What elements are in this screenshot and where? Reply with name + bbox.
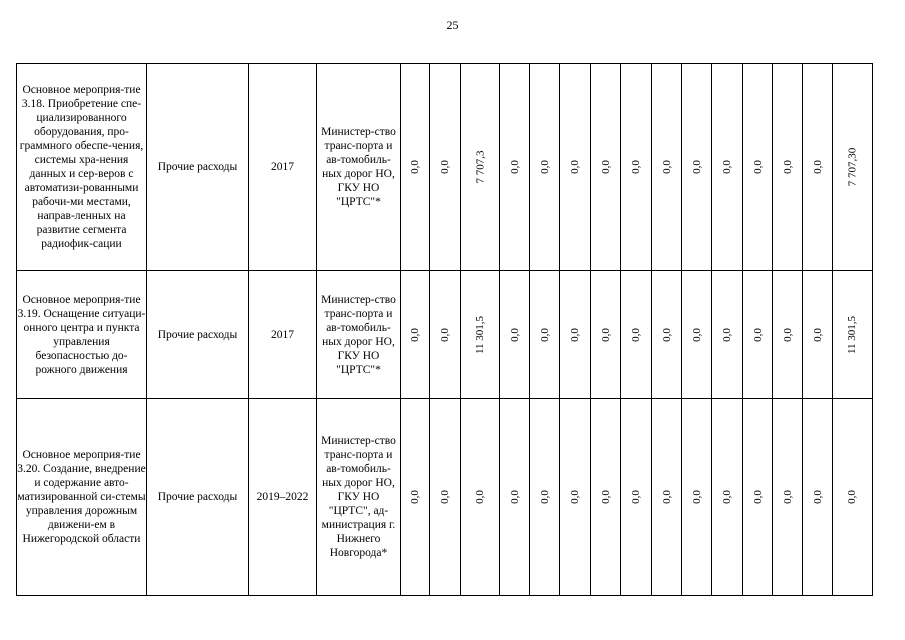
value-cell (773, 271, 803, 399)
value-cell (773, 399, 803, 596)
value-cell (530, 399, 560, 596)
value-text: 0,0 (811, 327, 824, 342)
value-cell (401, 399, 430, 596)
value-text: 0,0 (439, 490, 451, 504)
value-cell (803, 64, 833, 271)
value-cell (803, 271, 833, 399)
value-cell (803, 399, 833, 596)
value-text: 0,0 (630, 490, 643, 504)
activity-name-cell: Основное мероприя-тие 3.18. Приобретение спе-циализированного оборудования, про-граммного обеспе-чения, системы хра-нения данных и сер-веров с автоматизи-рованными рабочи-ми местами, направ-ленных на развитие сегмента радиофик-сации (17, 64, 147, 271)
value-cell (652, 271, 682, 399)
expense-type-cell: Прочие расходы (147, 64, 249, 271)
value-cell (743, 399, 773, 596)
value-cell (530, 271, 560, 399)
value-text: 0,0 (751, 490, 764, 504)
value-cell (712, 399, 743, 596)
value-text: 11 301,5 (846, 315, 859, 354)
value-text: 7 707,3 (474, 150, 487, 184)
value-text: 0,0 (599, 160, 612, 174)
value-text: 0,0 (599, 327, 612, 342)
value-text: 0,0 (781, 160, 794, 174)
value-cell (560, 64, 591, 271)
value-cell (461, 271, 500, 399)
value-text: 0,0 (811, 490, 824, 504)
value-text: 0,0 (690, 490, 703, 504)
value-cell (833, 271, 873, 399)
value-text: 0,0 (538, 160, 551, 174)
value-text: 0,0 (569, 160, 582, 174)
value-cell (652, 64, 682, 271)
value-text: 0,0 (721, 327, 734, 342)
value-text: 0,0 (439, 160, 451, 174)
value-cell (560, 271, 591, 399)
value-text: 0,0 (409, 490, 421, 504)
value-cell (833, 64, 873, 271)
value-text: 0,0 (690, 327, 703, 342)
value-cell (682, 271, 712, 399)
value-text: 0,0 (660, 160, 673, 174)
period-cell: 2019–2022 (249, 399, 317, 596)
value-cell (712, 271, 743, 399)
value-text: 0,0 (569, 327, 582, 342)
value-text: 0,0 (409, 160, 421, 174)
activity-name-cell: Основное мероприя-тие 3.20. Создание, внедрение и содержание авто-матизированной си-стемы управления дорожным движени-ем в Нижегородской области (17, 399, 147, 596)
value-cell (430, 399, 461, 596)
value-text: 0,0 (721, 490, 734, 504)
value-cell (530, 64, 560, 271)
value-cell (652, 399, 682, 596)
expense-type-cell: Прочие расходы (147, 399, 249, 596)
value-text: 0,0 (811, 160, 824, 174)
value-cell (773, 64, 803, 271)
value-text: 0,0 (569, 490, 582, 504)
value-text: 0,0 (630, 327, 643, 342)
value-text: 0,0 (508, 327, 521, 342)
value-text: 11 301,5 (474, 315, 487, 354)
value-cell (621, 64, 652, 271)
value-text: 0,0 (409, 327, 421, 342)
value-text: 0,0 (508, 160, 521, 174)
value-text: 0,0 (660, 327, 673, 342)
table-row (17, 399, 873, 596)
value-text: 0,0 (508, 490, 521, 504)
value-cell (461, 399, 500, 596)
value-text: 0,0 (781, 490, 794, 504)
value-text: 0,0 (660, 490, 673, 504)
value-cell (430, 64, 461, 271)
budget-table (16, 63, 873, 596)
value-cell (430, 271, 461, 399)
value-text: 0,0 (538, 490, 551, 504)
value-cell (591, 271, 621, 399)
value-text: 0,0 (599, 490, 612, 504)
value-cell (401, 64, 430, 271)
value-cell (461, 64, 500, 271)
value-cell (560, 399, 591, 596)
table-row (17, 64, 873, 271)
value-text: 0,0 (721, 160, 734, 174)
value-cell (682, 64, 712, 271)
value-cell (682, 399, 712, 596)
value-cell (591, 64, 621, 271)
value-text: 0,0 (781, 327, 794, 342)
value-cell (500, 399, 530, 596)
value-cell (401, 271, 430, 399)
period-cell: 2017 (249, 271, 317, 399)
value-cell (591, 399, 621, 596)
page-number: 25 (446, 18, 459, 32)
executor-cell: Министер-ство транс-порта и ав-томобиль-ных дорог НО, ГКУ НО "ЦРТС"* (317, 271, 401, 399)
period-cell: 2017 (249, 64, 317, 271)
value-cell (712, 64, 743, 271)
executor-cell: Министер-ство транс-порта и ав-томобиль-ных дорог НО, ГКУ НО "ЦРТС", ад-министрация г. Нижнего Новгорода* (317, 399, 401, 596)
value-text: 7 707,30 (846, 147, 859, 187)
value-text: 0,0 (439, 327, 451, 342)
activity-name-cell: Основное мероприя-тие 3.19. Оснащение ситуаци-онного центра и пункта управления безопасностью до-рожного движения (17, 271, 147, 399)
value-text: 0,0 (630, 160, 643, 174)
value-text: 0,0 (690, 160, 703, 174)
value-cell (500, 64, 530, 271)
table-row (17, 271, 873, 399)
value-text: 0,0 (846, 490, 859, 504)
value-text: 0,0 (751, 327, 764, 342)
value-cell (500, 271, 530, 399)
executor-cell: Министер-ство транс-порта и ав-томобиль-ных дорог НО, ГКУ НО "ЦРТС"* (317, 64, 401, 271)
value-cell (621, 399, 652, 596)
expense-type-cell: Прочие расходы (147, 271, 249, 399)
value-cell (743, 271, 773, 399)
value-text: 0,0 (751, 160, 764, 174)
value-cell (833, 399, 873, 596)
value-cell (621, 271, 652, 399)
value-text: 0,0 (474, 490, 487, 504)
value-cell (743, 64, 773, 271)
value-text: 0,0 (538, 327, 551, 342)
